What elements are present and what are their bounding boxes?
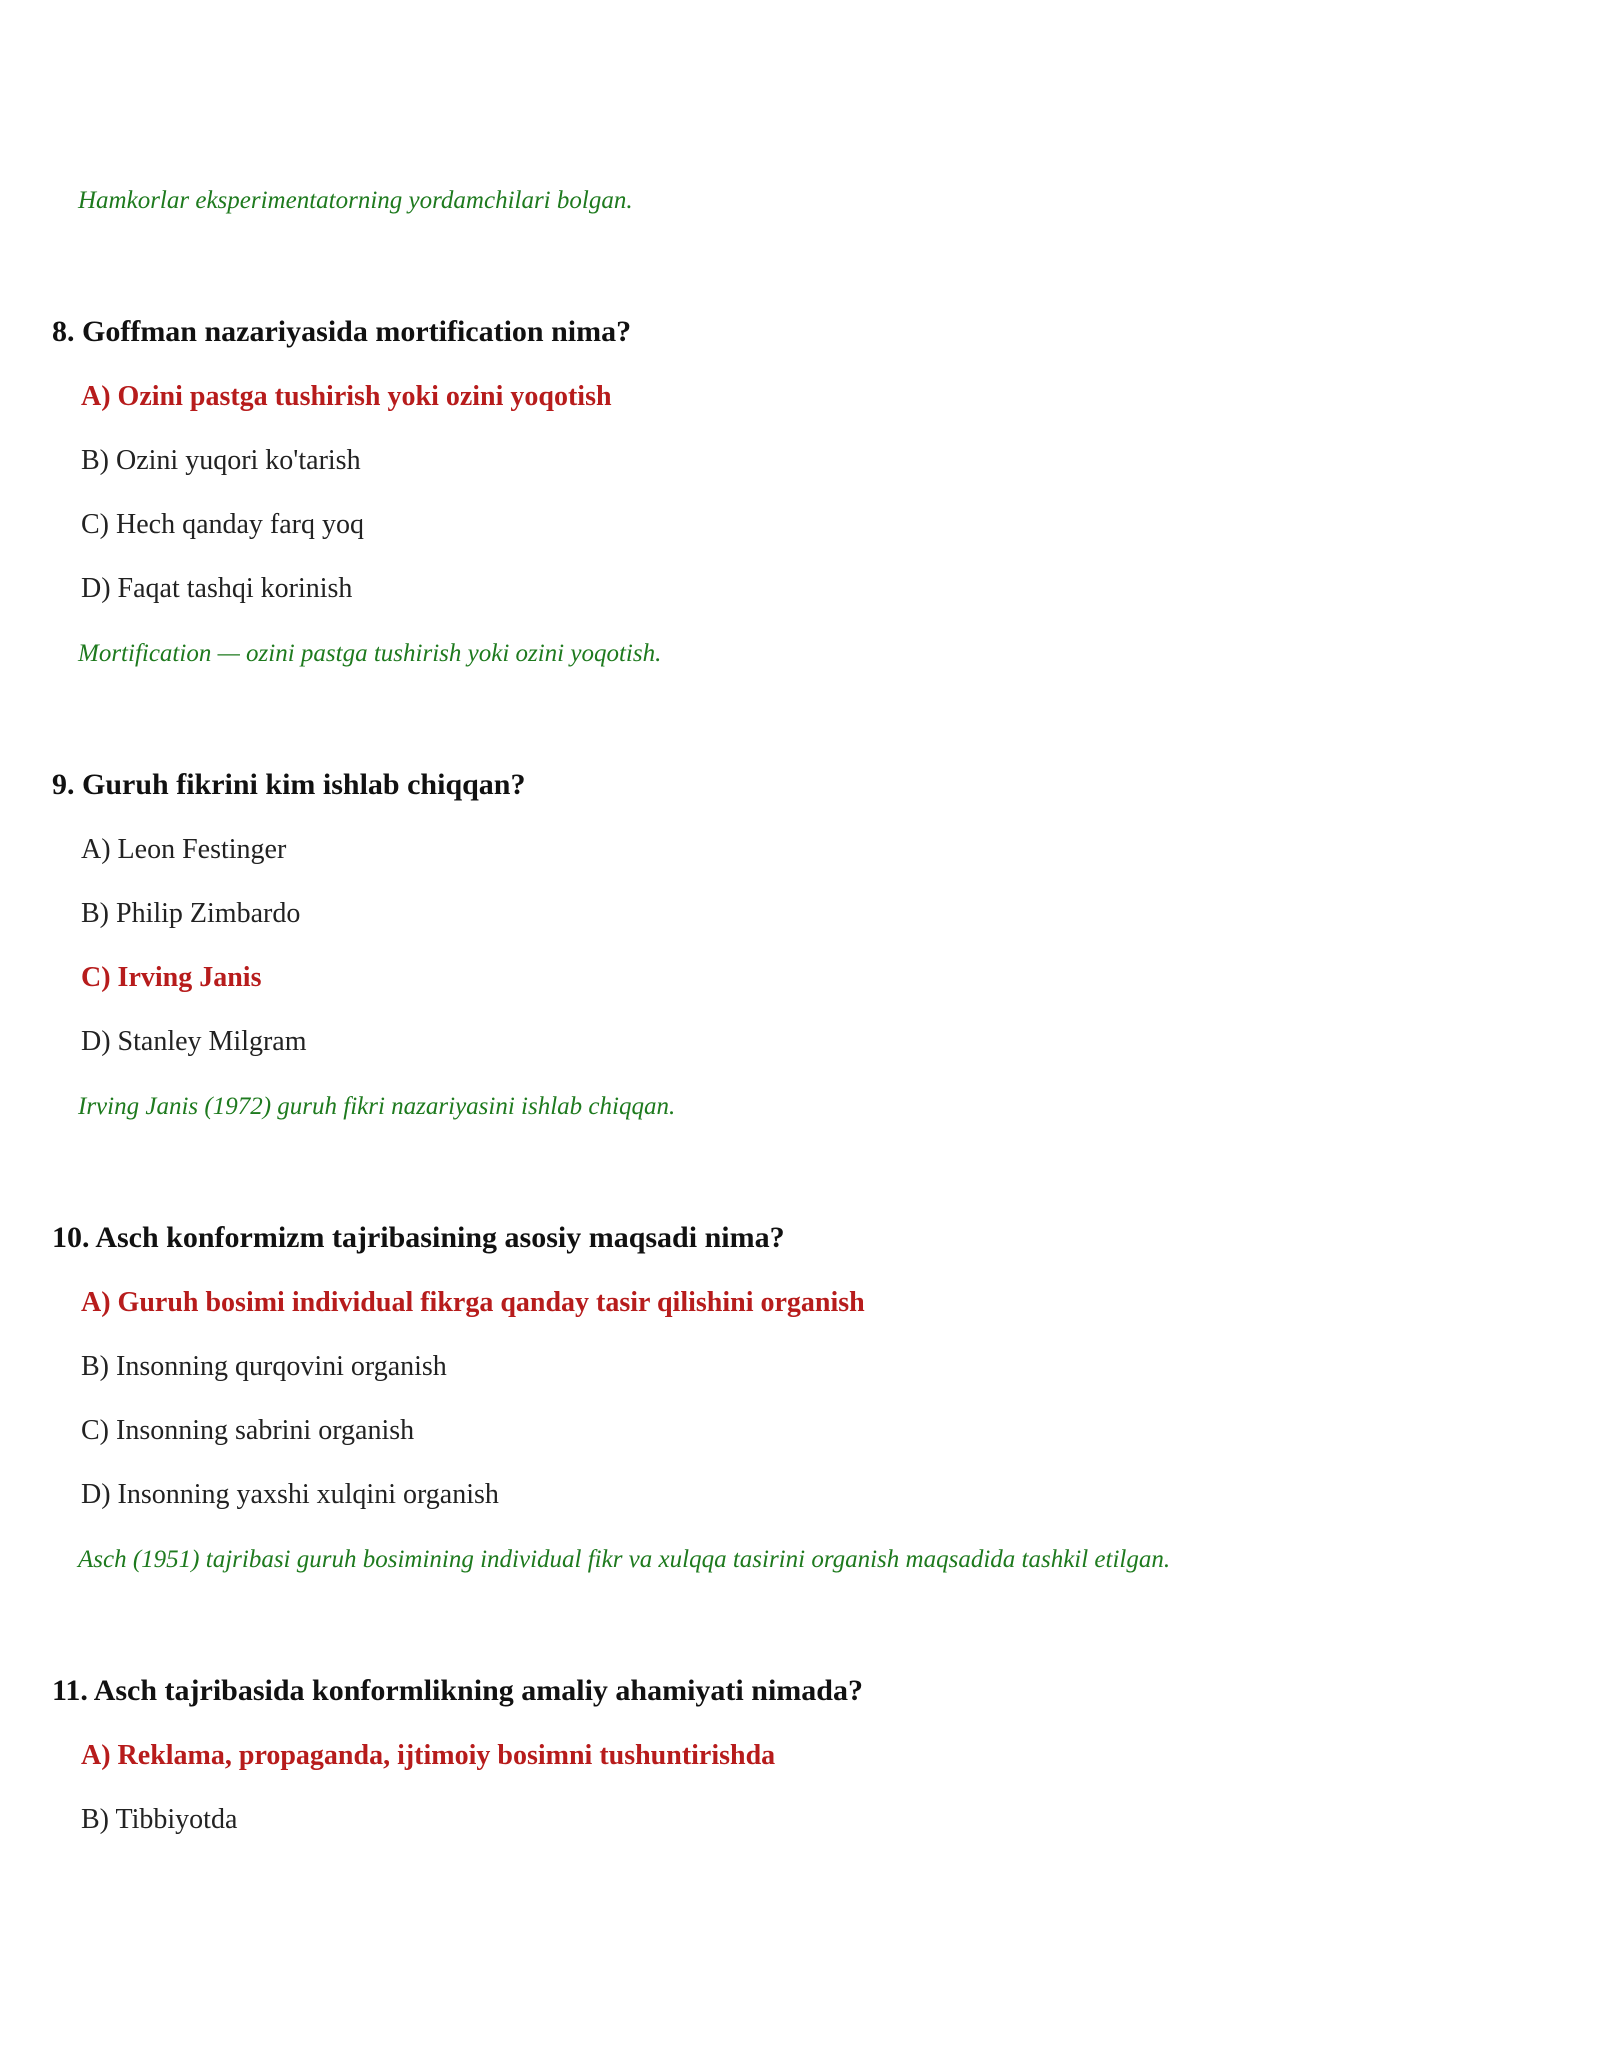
answer-option-correct: A) Guruh bosimi individual fikrga qanday tasir qilishini organish [81, 1287, 865, 1318]
answer-option: D) Insonning yaxshi xulqini organish [81, 1479, 499, 1510]
answer-option-correct: A) Ozini pastga tushirish yoki ozini yoqotish [81, 381, 612, 412]
answer-option: C) Insonning sabrini organish [81, 1415, 415, 1446]
explanation-text: Irving Janis (1972) guruh fikri nazariyasini ishlab chiqqan. [78, 1093, 676, 1120]
question-title: 8. Goffman nazariyasida mortification nima? [52, 315, 632, 348]
answer-option-correct: A) Reklama, propaganda, ijtimoiy bosimni tushuntirishda [81, 1740, 776, 1771]
explanation-text: Mortification — ozini pastga tushirish yoki ozini yoqotish. [78, 640, 662, 667]
answer-option: B) Insonning qurqovini organish [81, 1351, 447, 1382]
answer-option: B) Tibbiyotda [81, 1804, 238, 1835]
answer-option: B) Ozini yuqori ko'tarish [81, 445, 361, 476]
question-title: 10. Asch konformizm tajribasining asosiy maqsadi nima? [52, 1221, 785, 1254]
explanation-text: Hamkorlar eksperimentatorning yordamchilari bolgan. [78, 187, 633, 214]
answer-option: A) Leon Festinger [81, 834, 287, 865]
question-title: 9. Guruh fikrini kim ishlab chiqqan? [52, 768, 526, 801]
answer-option: D) Faqat tashqi korinish [81, 573, 353, 604]
explanation-text: Asch (1951) tajribasi guruh bosimining individual fikr va xulqqa tasirini organish maqsadida tashkil etilgan. [78, 1546, 1171, 1573]
answer-option: D) Stanley Milgram [81, 1026, 307, 1057]
answer-option: B) Philip Zimbardo [81, 898, 301, 929]
question-title: 11. Asch tajribasida konformlikning amaliy ahamiyati nimada? [52, 1674, 863, 1707]
answer-option: C) Hech qanday farq yoq [81, 509, 365, 540]
answer-option-correct: C) Irving Janis [81, 962, 262, 993]
